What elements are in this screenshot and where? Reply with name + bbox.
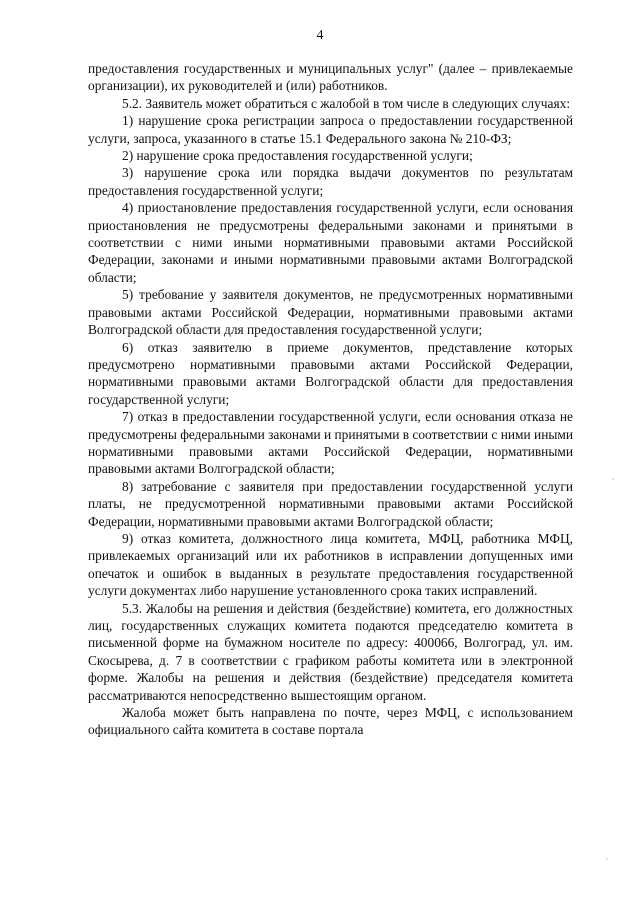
paragraph-5-3: 5.3. Жалобы на решения и действия (бездействие) комитета, его должностных лиц, государственных служащих комитета подаются председателю комитета в письменной форме на бумажном носителе по адресу: 400066, Волгоград, ул. им. Скосырева, д. 7 в соответствии с графиком работы комитета или в электронной форме. Жалобы на решения и действия (бездействие) председателя комитета рассматриваются непосредственно вышестоящим органом. — [88, 600, 573, 703]
page-number: 4 — [316, 28, 324, 43]
list-item-1: 1) нарушение срока регистрации запроса о предоставлении государственной услуги, запроса, указанного в статье 15.1 Федерального закона № 210-ФЗ; — [88, 113, 573, 146]
list-item-2: 2) нарушение срока предоставления государственной услуги; — [122, 148, 473, 164]
list-item-8: 8) затребование с заявителя при предоставлении государственной услуги платы, не предусмотренной нормативными правовыми актами Российской Федерации, нормативными правовыми актами Волгоградской области; — [88, 478, 573, 529]
list-item-3: 3) нарушение срока или порядка выдачи документов по результатам предоставления государственной услуги; — [88, 165, 573, 198]
paragraph-5-2: 5.2. Заявитель может обратиться с жалобой в том числе в следующих случаях: — [122, 95, 571, 111]
list-item-5: 5) требование у заявителя документов, не предусмотренных нормативными правовыми актами Российской Федерации, нормативными правовыми актами Волгоградской области для предоставления государственной услуги; — [88, 287, 573, 338]
document-body — [88, 60, 573, 739]
scan-speck — [612, 478, 614, 480]
list-item-9: 9) отказ комитета, должностного лица комитета, МФЦ, работника МФЦ, привлекаемых организаций или их работников в исправлении допущенных ими опечаток и ошибок в выданных в результате предоставления государственной услуги документах либо нарушение установленного срока таких исправлений. — [88, 530, 573, 599]
list-item-7: 7) отказ в предоставлении государственной услуги, если основания отказа не предусмотрены федеральными законами и принятыми в соответствии с ними иными нормативными правовыми актами Российской Федерации, нормативными правовыми актами Волгоградской области; — [88, 409, 573, 477]
scan-speck — [606, 858, 608, 860]
paragraph-continuation: предоставления государственных и муниципальных услуг" (далее – привлекаемые организации), их руководителей и (или) работников. — [88, 61, 573, 94]
list-item-4: 4) приостановление предоставления государственной услуги, если основания приостановления не предусмотрены федеральными законами и принятыми в соответствии с ними иными нормативными правовыми актами Российской Федерации, законами и иными нормативными правовыми актами Волгоградской области; — [88, 200, 573, 285]
paragraph-submission: Жалоба может быть направлена по почте, через МФЦ, с использованием официального сайта комитета в составе портала — [88, 705, 573, 738]
list-item-6: 6) отказ заявителю в приеме документов, представление которых предусмотрено нормативными правовыми актами Российской Федерации, нормативными правовыми актами Волгоградской области для предоставления государственной услуги; — [88, 339, 573, 407]
